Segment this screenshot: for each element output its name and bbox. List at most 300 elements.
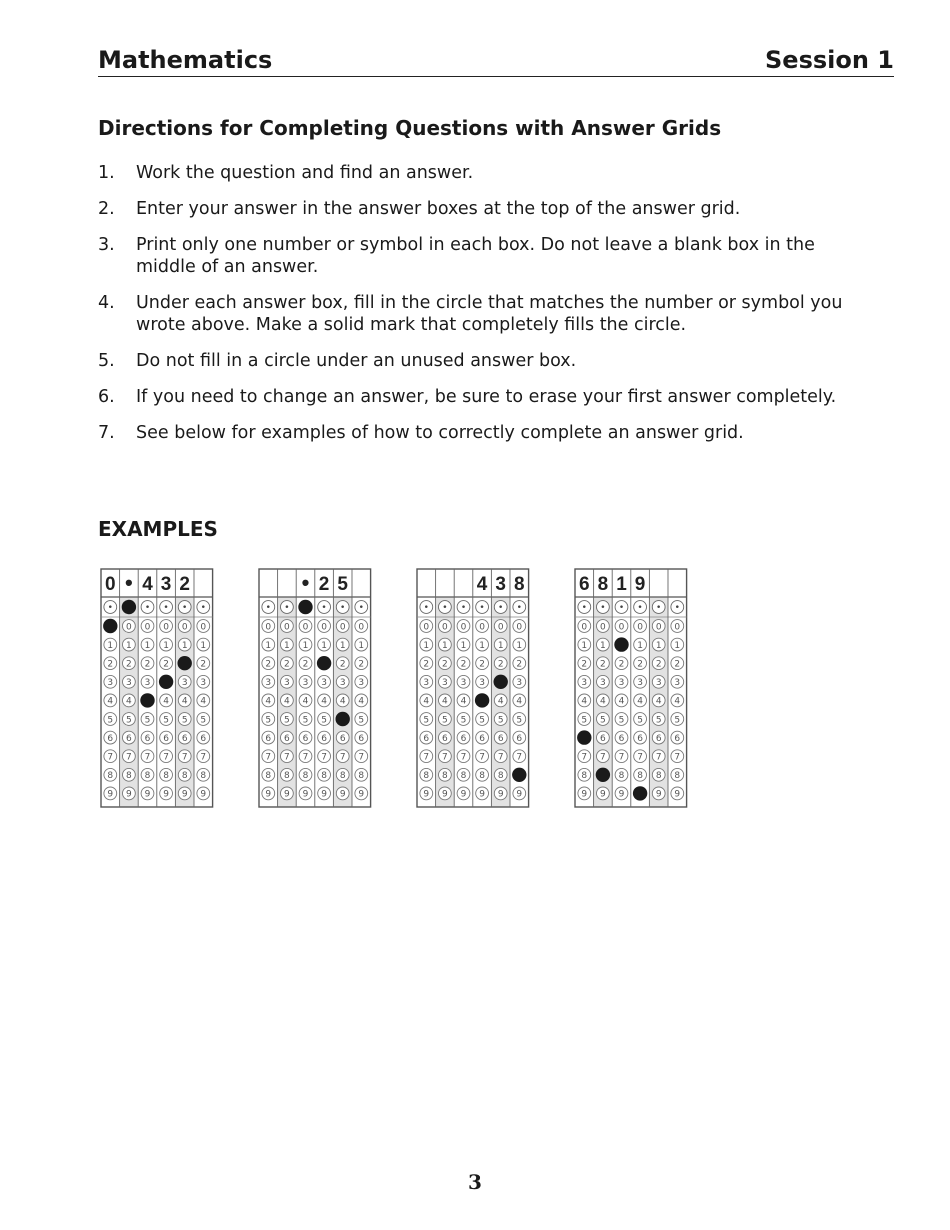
digit-bubble-label: 2 [442,659,448,670]
digit-bubble-label: 3 [460,678,467,689]
digit-bubble-label: 7 [479,752,485,763]
direction-number: 2. [98,199,115,219]
digit-bubble-label: 5 [423,715,430,726]
digit-bubble-label: 4 [107,696,114,707]
digit-bubble-label: 6 [181,733,188,744]
digit-bubble-label: 3 [423,678,430,689]
direction-number: 7. [98,423,115,443]
digit-bubble-label: 8 [321,771,327,782]
digit-bubble-label: 4 [674,696,681,707]
digit-bubble-label: 0 [126,622,132,633]
filled-bubble [122,600,136,614]
digit-bubble-label: 4 [618,696,625,707]
digit-bubble-label: 9 [358,789,365,800]
digit-bubble-label: 4 [265,696,272,707]
answer-grid-example-4 [574,568,688,808]
direction-number: 6. [98,387,115,407]
digit-bubble-label: 7 [200,752,207,763]
digit-bubble-label: 1 [600,640,606,651]
digit-bubble-label: 8 [497,771,504,782]
answer-box-char: 5 [337,574,348,596]
decimal-bubble-label: • [442,603,448,614]
digit-bubble-label: 7 [163,752,169,763]
decimal-bubble-label: • [498,603,504,614]
digit-bubble-label: 1 [163,640,169,651]
digit-bubble-label: 8 [674,771,681,782]
digit-bubble-label: 3 [200,678,207,689]
digit-bubble-label: 7 [126,752,132,763]
digit-bubble-label: 5 [126,715,132,726]
digit-bubble-label: 5 [618,715,625,726]
digit-bubble-label: 9 [600,789,606,800]
digit-bubble-label: 9 [674,789,681,800]
digit-bubble-label: 2 [163,659,169,670]
digit-bubble-label: 6 [163,733,169,744]
decimal-bubble-label: • [321,603,327,614]
digit-bubble-label: 9 [460,789,467,800]
digit-bubble-label: 8 [637,771,643,782]
digit-bubble-label: 1 [637,640,643,651]
digit-bubble-label: 0 [302,622,309,633]
digit-bubble-label: 8 [163,771,169,782]
page-number: 3 [468,1170,482,1194]
digit-bubble-label: 8 [655,771,662,782]
digit-bubble-label: 5 [284,715,290,726]
digit-bubble-label: 9 [126,789,132,800]
decimal-bubble-label: • [265,603,271,614]
digit-bubble-label: 8 [107,771,114,782]
answer-grid-svg [416,568,530,808]
answer-grid-svg [100,568,214,808]
digit-bubble-label: 0 [321,622,327,633]
digit-bubble-label: 0 [442,622,448,633]
digit-bubble-label: 5 [358,715,365,726]
digit-bubble-label: 7 [655,752,662,763]
digit-bubble-label: 0 [600,622,606,633]
answer-box-char: 8 [514,574,525,596]
digit-bubble-label: 3 [107,678,114,689]
digit-bubble-label: 8 [126,771,132,782]
digit-bubble-label: 2 [423,659,430,670]
digit-bubble-label: 3 [655,678,662,689]
digit-bubble-label: 9 [284,789,290,800]
filled-bubble [475,693,489,707]
digit-bubble-label: 2 [107,659,114,670]
digit-bubble-label: 4 [581,696,588,707]
filled-bubble [335,712,349,726]
digit-bubble-label: 5 [302,715,309,726]
digit-bubble-label: 0 [618,622,625,633]
direction-item [98,198,858,220]
digit-bubble-label: 3 [339,678,346,689]
digit-bubble-label: 4 [358,696,365,707]
digit-bubble-label: 9 [200,789,207,800]
digit-bubble-label: 9 [265,789,272,800]
digit-bubble-label: 3 [600,678,606,689]
digit-bubble-label: 7 [600,752,606,763]
digit-bubble-label: 4 [302,696,309,707]
digit-bubble-label: 2 [581,659,588,670]
filled-bubble [633,786,647,800]
digit-bubble-label: 7 [302,752,309,763]
filled-bubble [298,600,312,614]
digit-bubble-label: 5 [265,715,272,726]
digit-bubble-label: 5 [460,715,467,726]
digit-bubble-label: 0 [144,622,151,633]
decimal-bubble-label: • [284,603,290,614]
digit-bubble-label: 5 [107,715,114,726]
digit-bubble-label: 1 [302,640,309,651]
digit-bubble-label: 2 [302,659,309,670]
filled-bubble [140,693,154,707]
digit-bubble-label: 6 [655,733,662,744]
answer-box-char: 0 [105,574,116,596]
direction-number: 3. [98,235,115,255]
digit-bubble-label: 3 [581,678,588,689]
digit-bubble-label: 5 [479,715,485,726]
digit-bubble-label: 7 [107,752,114,763]
digit-bubble-label: 1 [200,640,207,651]
digit-bubble-label: 9 [321,789,327,800]
digit-bubble-label: 1 [581,640,588,651]
digit-bubble-label: 9 [442,789,448,800]
digit-bubble-label: 3 [442,678,448,689]
digit-bubble-label: 4 [423,696,430,707]
digit-bubble-label: 1 [181,640,188,651]
digit-bubble-label: 2 [358,659,365,670]
digit-bubble-label: 6 [265,733,272,744]
digit-bubble-label: 7 [581,752,588,763]
digit-bubble-label: 2 [618,659,625,670]
digit-bubble-label: 8 [423,771,430,782]
digit-bubble-label: 0 [655,622,662,633]
answer-box-char: 9 [634,574,646,596]
filled-bubble [493,675,507,689]
digit-bubble-label: 4 [460,696,467,707]
digit-bubble-label: 0 [265,622,272,633]
digit-bubble-label: 8 [442,771,448,782]
digit-bubble-label: 8 [618,771,625,782]
digit-bubble-label: 3 [181,678,188,689]
digit-bubble-label: 4 [442,696,448,707]
digit-bubble-label: 7 [144,752,151,763]
answer-box-char: 3 [160,574,172,596]
digit-bubble-label: 5 [637,715,643,726]
answer-grid-example-3 [416,568,530,808]
digit-bubble-label: 6 [339,733,346,744]
digit-bubble-label: 8 [265,771,272,782]
decimal-bubble-label: • [516,603,522,614]
directions-list [98,162,858,458]
digit-bubble-label: 8 [479,771,485,782]
digit-bubble-label: 4 [181,696,188,707]
digit-bubble-label: 3 [674,678,681,689]
digit-bubble-label: 2 [460,659,467,670]
decimal-bubble-label: • [674,603,680,614]
digit-bubble-label: 9 [423,789,430,800]
digit-bubble-label: 0 [200,622,207,633]
digit-bubble-label: 9 [497,789,504,800]
digit-bubble-label: 9 [479,789,485,800]
digit-bubble-label: 2 [497,659,504,670]
digit-bubble-label: 1 [321,640,327,651]
digit-bubble-label: 0 [284,622,290,633]
digit-bubble-label: 0 [358,622,365,633]
digit-bubble-label: 3 [265,678,272,689]
digit-bubble-label: 8 [358,771,365,782]
page-header [98,44,894,77]
digit-bubble-label: 2 [600,659,606,670]
answer-box-char: 1 [616,574,627,596]
decimal-bubble-label: • [144,603,151,614]
digit-bubble-label: 5 [581,715,588,726]
digit-bubble-label: 6 [144,733,151,744]
directions-title: Directions for Completing Questions with Answer Grids [98,116,722,140]
digit-bubble-label: 6 [126,733,132,744]
decimal-bubble-label: • [581,603,587,614]
digit-bubble-label: 7 [442,752,448,763]
decimal-bubble-label: • [340,603,346,614]
digit-bubble-label: 5 [516,715,523,726]
direction-text: Work the question and find an answer. [136,163,474,183]
digit-bubble-label: 2 [284,659,290,670]
digit-bubble-label: 0 [339,622,346,633]
digit-bubble-label: 0 [423,622,430,633]
digit-bubble-label: 3 [358,678,365,689]
filled-bubble [614,637,628,651]
digit-bubble-label: 3 [618,678,625,689]
decimal-bubble-label: • [200,603,206,614]
decimal-bubble-label: • [637,603,643,614]
answer-box-char: 2 [179,574,190,596]
digit-bubble-label: 7 [460,752,467,763]
digit-bubble-label: 4 [200,696,207,707]
digit-bubble-label: 4 [284,696,290,707]
digit-bubble-label: 0 [479,622,485,633]
digit-bubble-label: 2 [339,659,346,670]
digit-bubble-label: 0 [637,622,643,633]
digit-bubble-label: 1 [144,640,151,651]
digit-bubble-label: 0 [181,622,188,633]
digit-bubble-label: 9 [181,789,188,800]
digit-bubble-label: 6 [618,733,625,744]
digit-bubble-label: 9 [144,789,151,800]
answer-box-char: 2 [318,574,330,596]
digit-bubble-label: 3 [516,678,523,689]
filled-bubble [159,675,173,689]
digit-bubble-label: 2 [479,659,485,670]
decimal-bubble-label: • [423,603,429,614]
digit-bubble-label: 5 [497,715,504,726]
digit-bubble-label: 6 [516,733,523,744]
digit-bubble-label: 2 [674,659,681,670]
digit-bubble-label: 4 [516,696,523,707]
digit-bubble-label: 1 [497,640,504,651]
digit-bubble-label: 3 [637,678,643,689]
digit-bubble-label: 8 [581,771,588,782]
digit-bubble-label: 6 [600,733,606,744]
answer-box-char: • [125,570,133,596]
answer-grid-example-2 [258,568,372,808]
digit-bubble-label: 9 [516,789,523,800]
filled-bubble [577,730,591,744]
digit-bubble-label: 0 [516,622,523,633]
digit-bubble-label: 5 [144,715,151,726]
filled-bubble [512,768,526,782]
digit-bubble-label: 3 [126,678,132,689]
digit-bubble-label: 0 [674,622,681,633]
digit-bubble-label: 6 [460,733,467,744]
direction-item [98,422,858,444]
digit-bubble-label: 7 [321,752,327,763]
decimal-bubble-label: • [656,603,662,614]
digit-bubble-label: 1 [516,640,523,651]
digit-bubble-label: 7 [637,752,643,763]
direction-text: If you need to change an answer, be sure to erase your first answer completely. [136,387,837,407]
digit-bubble-label: 9 [655,789,662,800]
direction-number: 1. [98,163,115,183]
digit-bubble-label: 1 [442,640,448,651]
filled-bubble [317,656,331,670]
digit-bubble-label: 1 [655,640,662,651]
digit-bubble-label: 0 [581,622,588,633]
direction-text: See below for examples of how to correctly complete an answer grid. [136,423,744,443]
digit-bubble-label: 6 [321,733,327,744]
digit-bubble-label: 2 [265,659,272,670]
digit-bubble-label: 1 [126,640,132,651]
digit-bubble-label: 7 [339,752,346,763]
digit-bubble-label: 7 [265,752,272,763]
digit-bubble-label: 9 [581,789,588,800]
digit-bubble-label: 6 [637,733,643,744]
digit-bubble-label: 7 [358,752,365,763]
digit-bubble-label: 3 [302,678,309,689]
decimal-bubble-label: • [460,603,467,614]
direction-item [98,234,858,278]
answer-grid-svg [258,568,372,808]
answer-box-char: • [301,570,310,596]
digit-bubble-label: 1 [284,640,290,651]
digit-bubble-label: 6 [479,733,485,744]
direction-number: 5. [98,351,115,371]
digit-bubble-label: 4 [321,696,327,707]
digit-bubble-label: 2 [516,659,523,670]
answer-grid-example-1 [100,568,214,808]
session-label: Session 1 [765,46,894,74]
answer-box-char: 6 [579,574,590,596]
decimal-bubble-label: • [182,603,188,614]
digit-bubble-label: 1 [107,640,114,651]
digit-bubble-label: 1 [358,640,365,651]
digit-bubble-label: 4 [600,696,606,707]
digit-bubble-label: 5 [442,715,448,726]
decimal-bubble-label: • [358,603,364,614]
digit-bubble-label: 2 [200,659,207,670]
digit-bubble-label: 6 [302,733,309,744]
digit-bubble-label: 3 [144,678,151,689]
digit-bubble-label: 8 [284,771,290,782]
digit-bubble-label: 9 [302,789,309,800]
digit-bubble-label: 5 [674,715,681,726]
digit-bubble-label: 0 [460,622,467,633]
examples-title: EXAMPLES [98,517,218,541]
direction-text: Under each answer box, fill in the circle that matches the number or symbol you wrote above. Make a solid mark that completely fills the circle. [136,293,843,335]
answer-box-char: 3 [495,574,506,596]
digit-bubble-label: 3 [479,678,485,689]
decimal-bubble-label: • [618,603,625,614]
digit-bubble-label: 6 [423,733,430,744]
digit-bubble-label: 8 [144,771,151,782]
digit-bubble-label: 1 [479,640,485,651]
digit-bubble-label: 9 [163,789,169,800]
digit-bubble-label: 5 [655,715,662,726]
digit-bubble-label: 7 [497,752,504,763]
digit-bubble-label: 4 [163,696,169,707]
digit-bubble-label: 7 [181,752,188,763]
digit-bubble-label: 2 [655,659,662,670]
direction-text: Print only one number or symbol in each box. Do not leave a blank box in the middle of an answer. [136,235,815,277]
digit-bubble-label: 8 [302,771,309,782]
digit-bubble-label: 4 [497,696,504,707]
answer-box-char: 4 [476,574,488,596]
direction-item [98,386,858,408]
digit-bubble-label: 8 [181,771,188,782]
digit-bubble-label: 4 [339,696,346,707]
subject-title: Mathematics [98,46,273,74]
digit-bubble-label: 3 [284,678,290,689]
digit-bubble-label: 8 [460,771,467,782]
digit-bubble-label: 9 [618,789,625,800]
answer-box-char: 4 [142,574,153,596]
digit-bubble-label: 8 [339,771,346,782]
digit-bubble-label: 4 [655,696,662,707]
direction-item [98,350,858,372]
decimal-bubble-label: • [600,603,606,614]
digit-bubble-label: 6 [674,733,681,744]
digit-bubble-label: 6 [200,733,207,744]
digit-bubble-label: 0 [497,622,504,633]
digit-bubble-label: 1 [423,640,430,651]
answer-grid-svg [574,568,688,808]
digit-bubble-label: 4 [637,696,643,707]
filled-bubble [103,619,117,633]
direction-text: Do not fill in a circle under an unused answer box. [136,351,577,371]
digit-bubble-label: 7 [284,752,290,763]
digit-bubble-label: 7 [423,752,430,763]
digit-bubble-label: 9 [339,789,346,800]
digit-bubble-label: 4 [126,696,132,707]
answer-box-char: 8 [597,574,609,596]
filled-bubble [596,768,610,782]
digit-bubble-label: 5 [200,715,207,726]
digit-bubble-label: 5 [181,715,188,726]
digit-bubble-label: 1 [339,640,346,651]
digit-bubble-label: 1 [265,640,272,651]
digit-bubble-label: 0 [163,622,169,633]
digit-bubble-label: 2 [126,659,132,670]
digit-bubble-label: 7 [674,752,681,763]
digit-bubble-label: 2 [637,659,643,670]
digit-bubble-label: 8 [200,771,207,782]
direction-item [98,162,858,184]
digit-bubble-label: 5 [163,715,169,726]
digit-bubble-label: 5 [321,715,327,726]
direction-item [98,292,858,336]
digit-bubble-label: 6 [284,733,290,744]
decimal-bubble-label: • [163,603,169,614]
digit-bubble-label: 6 [442,733,448,744]
digit-bubble-label: 7 [618,752,625,763]
